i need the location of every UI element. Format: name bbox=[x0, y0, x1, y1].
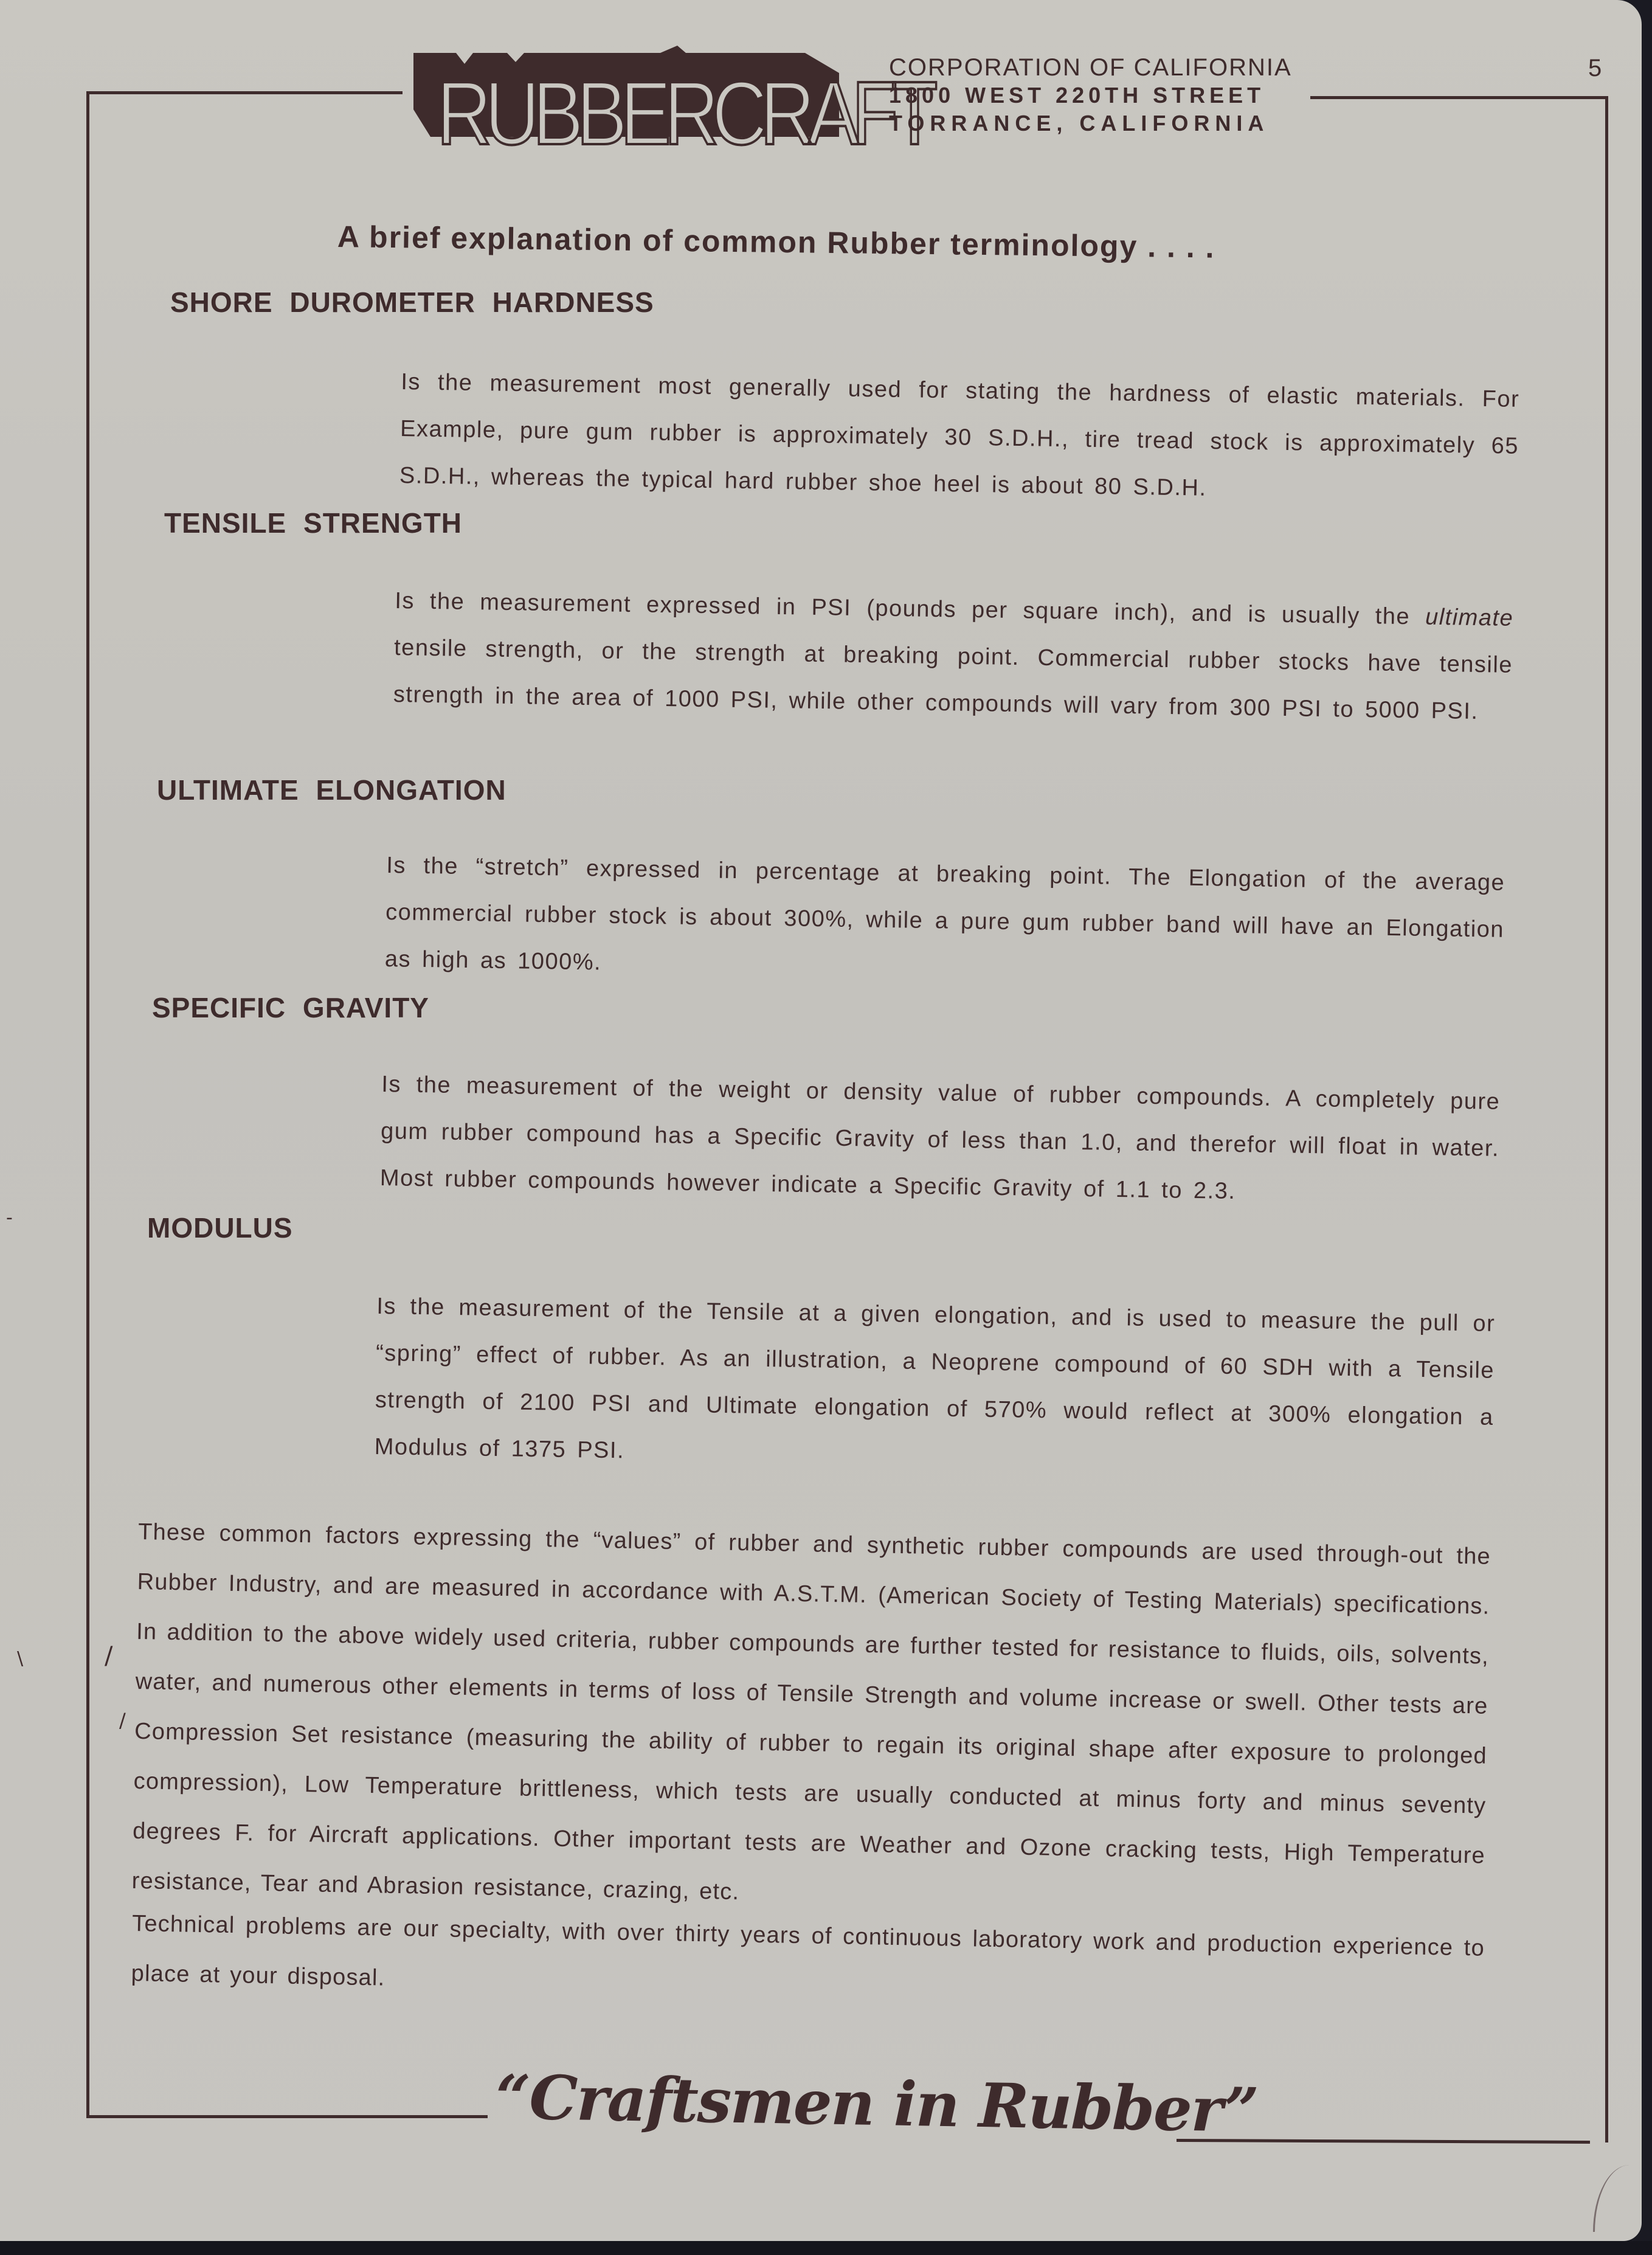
margin-pencil-mark: - bbox=[6, 1207, 13, 1228]
city-address: TORRANCE, CALIFORNIA bbox=[889, 111, 1270, 136]
paragraph-testing-factors: These common factors expressing the “values” of rubber and synthetic rubber compounds are used through-out the Rubber Industry, and are measured in accordance with A.S.T.M. (American Society of Testing Materials) specifications. In addition to the above widely used criteria, rubber compounds are further tested for resistance to fluids, oils, solvents, water, and numerous other elements in terms of loss of Tensile Strength and volume increase or swell. Other tests are Compression Set resistance (measuring the ability of rubber to regain its original shape after exposure to prolonged compression), Low Temperature brittleness, which tests are usually conducted at minus forty and minus seventy degrees F. for Aircraft applications. Other important tests are Weather and Ozone cracking tests, High Temperature resistance, Tear and Abrasion resistance, crazing, etc. bbox=[131, 1519, 1491, 1905]
body-tensile-strength bbox=[393, 578, 1513, 736]
margin-pencil-mark: / bbox=[119, 1709, 126, 1732]
body-ultimate-elongation: Is the “stretch” expressed in percentage at breaking point. The Elongation of the average commercial rubber stock is about 300%, while a pure gum rubber band will have an Elongation as high as 1000%. bbox=[384, 852, 1505, 975]
rubbercraft-logo bbox=[413, 27, 931, 164]
heading-shore-durometer-hardness: SHORE DUROMETER HARDNESS bbox=[170, 286, 654, 318]
page-curl-corner bbox=[1593, 2165, 1631, 2232]
street-address: 1800 WEST 220TH STREET bbox=[889, 83, 1265, 108]
body-specific-gravity: Is the measurement of the weight or density value of rubber compounds. A completely pure gum rubber compound has a Specific Gravity of less than 1.0, and therefor will float in water. Most rubber compounds however indicate a Specific Gravity of 1.1 to 2.3. bbox=[379, 1071, 1501, 1205]
body-shore-durometer-hardness: Is the measurement most generally used for stating the hardness of elastic materials. For Example, pure gum rubber is approximately 30 S.D.H., tire tread stock is approximately 65 S.D.H., whereas the typical hard rubber shoe heel is about 80 S.D.H. bbox=[399, 369, 1520, 501]
frame-line bbox=[86, 2115, 488, 2118]
slogan-craftsmen-in-rubber: “Craftsmen in Rubber” bbox=[495, 2061, 1259, 2146]
body-modulus: Is the measurement of the Tensile at a given elongation, and is used to measure the pull or “spring” effect of rubber. As an illustration, a Neoprene compound of 60 SDH with a Tensile strength of 2100 PSI and Ultimate elongation of 570% would reflect at 300% elongation a Modulus of 1375 PSI. bbox=[374, 1293, 1496, 1464]
paragraph-technical-problems: Technical problems are our specialty, with over thirty years of continuous laboratory work and production experience to place at your disposal. bbox=[131, 1910, 1485, 1991]
scan-background bbox=[0, 2241, 1652, 2255]
frame-line bbox=[86, 91, 89, 2116]
frame-line bbox=[1605, 96, 1608, 2142]
body-text: tensile strength, or the strength at breaking point. Commercial rubber stocks have tensile strength in the area of 1000 PSI, while other compounds will vary from 300 PSI to 5000 PSI. bbox=[393, 634, 1513, 725]
frame-line bbox=[1310, 96, 1607, 99]
body-text: Is the measurement expressed in PSI (pounds per square inch), and is usually the bbox=[395, 587, 1426, 630]
logo-text: RUBBERCRAFT bbox=[437, 63, 931, 164]
company-address bbox=[889, 54, 1292, 137]
margin-pencil-mark: / bbox=[105, 1642, 113, 1670]
company-name: CORPORATION OF CALIFORNIA bbox=[889, 54, 1292, 81]
body-italic-text: ultimate bbox=[1425, 604, 1514, 631]
heading-modulus: MODULUS bbox=[147, 1212, 293, 1244]
heading-specific-gravity: SPECIFIC GRAVITY bbox=[152, 992, 429, 1024]
frame-line bbox=[86, 91, 403, 94]
heading-ultimate-elongation: ULTIMATE ELONGATION bbox=[157, 774, 506, 806]
margin-pencil-mark: \ bbox=[17, 1648, 24, 1669]
page-number: 5 bbox=[1588, 55, 1602, 81]
heading-tensile-strength: TENSILE STRENGTH bbox=[164, 507, 463, 539]
page-title: A brief explanation of common Rubber terminology . . . . bbox=[337, 220, 1215, 265]
